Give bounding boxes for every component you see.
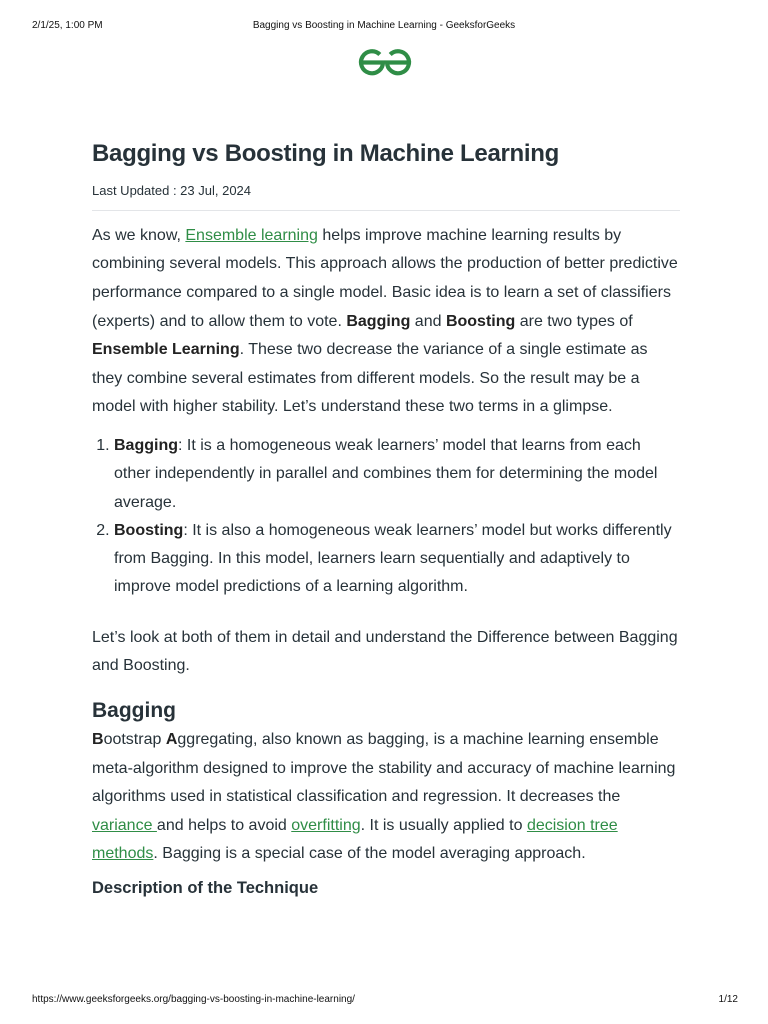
list-item-term: Bagging [114, 436, 178, 454]
bagging-paragraph [92, 726, 680, 869]
bold-boosting: Boosting [445, 312, 516, 330]
divider [92, 210, 680, 211]
bold-letter-b: B [92, 731, 104, 749]
intro-text: and [410, 312, 446, 330]
bagging-text: and helps to avoid [156, 816, 292, 834]
print-doc-title: Bagging vs Boosting in Machine Learning - GeeksforGeeks [252, 20, 516, 31]
bagging-text: ggregating, also known as bagging, is a machine learning ensemble meta-algorithm designed to improve the stability and accuracy of machine learning algorithms used in statistical classification and regression. It decreases the [92, 731, 676, 806]
bagging-text: ootstrap [103, 731, 166, 749]
intro-paragraph [92, 222, 680, 422]
intro-text: . These two decrease the variance of a single estimate as they combine several estimates from different models. So the result may be a model with higher stability. Let’s understand these two terms in a glimpse. [92, 341, 648, 416]
intro-text: helps improve machine learning results by combining several models. This approach allows the production of better predictive performance compared to a single model. Basic idea is to learn a set of classifiers (experts) and to allow them to vote. [92, 226, 678, 330]
bagging-heading: Bagging [92, 698, 176, 722]
print-datetime: 2/1/25, 1:00 PM [32, 20, 103, 31]
decision-tree-link[interactable]: decision tree methods [92, 816, 618, 863]
list-item-text: : It is also a homogeneous weak learners’ model but works differently from Bagging. In this model, learners learn sequentially and adaptively to improve model predictions of a learning algorithm. [114, 521, 672, 596]
list-item [114, 517, 680, 602]
page-number: 1/12 [718, 994, 738, 1005]
page-title: Bagging vs Boosting in Machine Learning [92, 140, 559, 167]
definition-list [92, 432, 680, 602]
print-header [0, 0, 768, 40]
bold-letter-a: A [165, 731, 178, 749]
list-item [114, 432, 680, 517]
article [92, 140, 680, 898]
bold-ensemble-learning: Ensemble Learning [92, 341, 240, 359]
gfg-logo-icon[interactable] [356, 48, 414, 78]
print-url: https://www.geeksforgeeks.org/bagging-vs-boosting-in-machine-learning/ [32, 994, 355, 1005]
print-footer [0, 992, 768, 1012]
technique-heading: Description of the Technique [92, 879, 319, 898]
list-item-text: : It is a homogeneous weak learners’ model that learns from each other independently in parallel and combines them for determining the model average. [114, 436, 658, 511]
variance-link[interactable]: variance [92, 816, 157, 834]
intro-text: are two types of [515, 312, 633, 330]
detail-paragraph: Let’s look at both of them in detail and understand the Difference between Bagging and Boosting. [92, 628, 678, 675]
last-updated: Last Updated : 23 Jul, 2024 [92, 182, 252, 198]
ensemble-learning-link[interactable]: Ensemble learning [185, 226, 318, 244]
overfitting-link[interactable]: overfitting [291, 816, 361, 834]
bold-bagging: Bagging [346, 312, 411, 330]
bagging-text: . Bagging is a special case of the model averaging approach. [153, 845, 586, 863]
bagging-text: . It is usually applied to [360, 816, 527, 834]
list-item-term: Boosting [114, 521, 184, 539]
intro-text: As we know, [92, 226, 186, 244]
